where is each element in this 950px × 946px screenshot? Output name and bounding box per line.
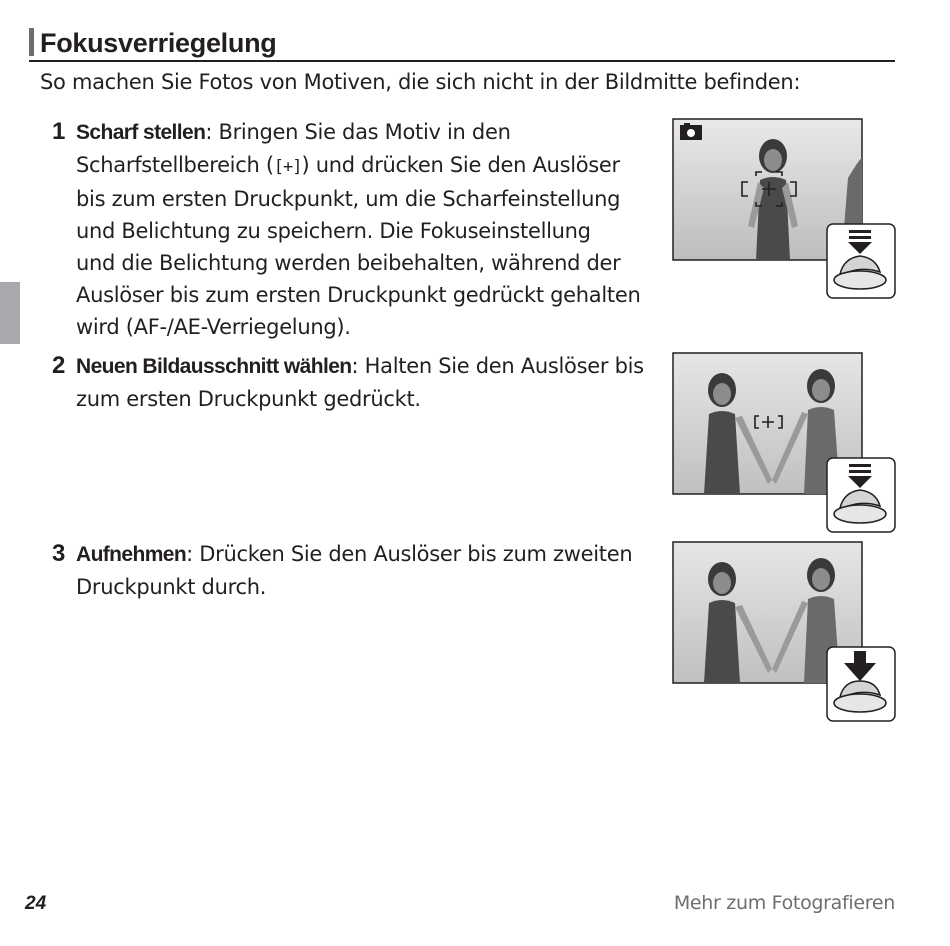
step-line: und Belichtung zu speichern. Die Fokuseinstellung (76, 219, 591, 243)
shutter-half-press-icon (827, 458, 895, 532)
step-line: Druckpunkt durch. (76, 575, 267, 599)
footer-section-title: Mehr zum Fotografieren (673, 892, 895, 914)
step-line: Scharfstellbereich ( (76, 153, 274, 177)
focus-frame-icon: [+] (273, 157, 302, 177)
step-heading: Neuen Bildausschnitt wählen (76, 355, 352, 378)
chapter-tab (0, 282, 20, 344)
illustration-step-1 (672, 118, 897, 300)
step-line: bis zum ersten Druckpunkt, um die Scharfeinstellung (76, 187, 621, 211)
step-heading: Aufnehmen (76, 543, 187, 566)
step-line: zum ersten Druckpunkt gedrückt. (76, 387, 421, 411)
step-text (76, 116, 640, 343)
step-line: und die Belichtung werden beibehalten, während der (76, 251, 621, 275)
step-line: Auslöser bis zum ersten Druckpunkt gedrückt gehalten (76, 283, 641, 307)
step-number: 1 (52, 118, 66, 145)
title-accent-bar (29, 28, 34, 56)
intro-text: So machen Sie Fotos von Motiven, die sich nicht in der Bildmitte befinden: (40, 70, 801, 94)
step-text (76, 538, 632, 603)
illustration-step-3 (672, 541, 897, 723)
step-line: wird (AF-/AE-Verriegelung). (76, 315, 351, 339)
step-heading: Scharf stellen (76, 121, 206, 144)
illustration-step-2 (672, 352, 897, 534)
step-line: ) und drücken Sie den Auslöser (301, 153, 620, 177)
shutter-full-press-icon (827, 647, 895, 721)
page-number: 24 (25, 893, 47, 914)
step-line: : Drücken Sie den Auslöser bis zum zweiten (186, 542, 633, 566)
page-title: Fokusverriegelung (40, 28, 277, 58)
shutter-half-press-icon (827, 224, 895, 298)
step-line: : Halten Sie den Auslöser bis (351, 354, 644, 378)
step-number: 2 (52, 352, 66, 379)
step-line: : Bringen Sie das Motiv in den (205, 120, 511, 144)
section-title-row (29, 26, 895, 62)
step-number: 3 (52, 540, 66, 567)
step-text (76, 350, 644, 415)
camera-mode-icon (680, 123, 702, 140)
